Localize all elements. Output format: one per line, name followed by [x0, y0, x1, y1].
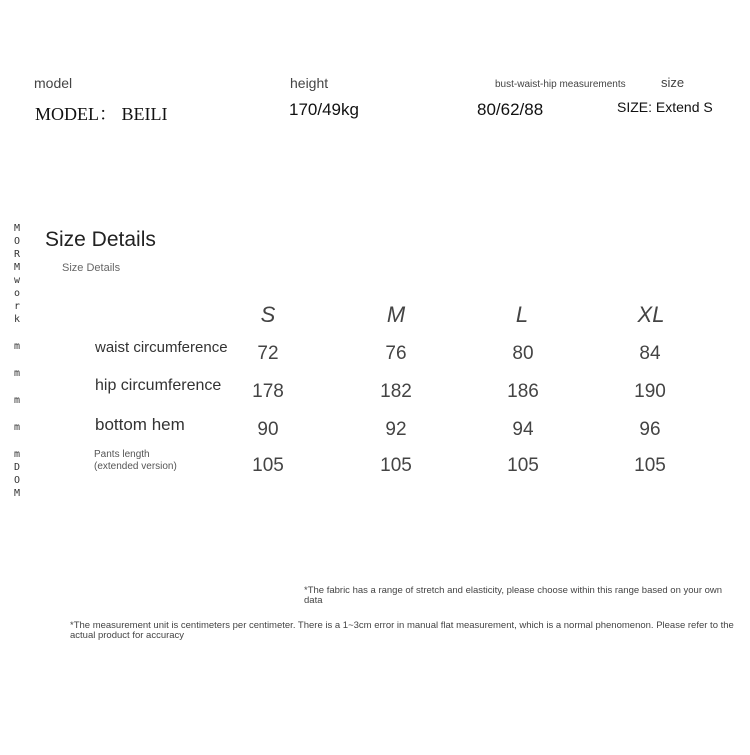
measurement-note: *The measurement unit is centimeters per centimeter. There is a 1~3cm error in manual flat measurement, which is a normal phenomenon. Please refer to the actual product for accuracy: [70, 620, 734, 641]
size-header-l: L: [515, 302, 529, 327]
cell-waist-s: 72: [257, 343, 279, 364]
cell-hem-s: 90: [257, 419, 279, 440]
row-label-hip: hip circumference: [95, 377, 222, 394]
height-label: height: [290, 75, 329, 91]
row-label-pants-length-line2: (extended version): [94, 461, 177, 472]
size-details-subtitle: Size Details: [62, 262, 121, 274]
size-value: SIZE: Extend S: [617, 99, 713, 115]
measurements-value: 80/62/88: [477, 100, 544, 119]
size-header-xl: XL: [637, 302, 665, 327]
measurements-label: bust-waist-hip measurements: [495, 79, 626, 90]
stretch-note: *The fabric has a range of stretch and elasticity, please choose within this range based on your own data: [304, 585, 723, 606]
size-label: size: [661, 75, 685, 90]
cell-pants-s: 105: [252, 455, 284, 476]
model-name: MODEL： BEILI: [35, 104, 168, 124]
cell-waist-l: 80: [512, 343, 534, 364]
cell-hip-s: 178: [252, 381, 284, 402]
size-header-m: M: [386, 302, 406, 327]
cell-hem-m: 92: [385, 419, 407, 440]
row-label-pants-length-line1: Pants length: [94, 449, 150, 460]
side-vertical-text: M O R M w o r k m m m m m D O M: [13, 223, 21, 499]
cell-hip-xl: 190: [634, 381, 666, 402]
size-details-title: Size Details: [45, 228, 156, 251]
cell-hem-l: 94: [512, 419, 534, 440]
cell-hem-xl: 96: [639, 419, 661, 440]
size-header-s: S: [260, 302, 276, 327]
row-label-bottom-hem: bottom hem: [95, 415, 185, 434]
cell-waist-m: 76: [385, 343, 407, 364]
model-label: model: [34, 75, 73, 91]
cell-hip-l: 186: [507, 381, 539, 402]
row-label-pants-length: [94, 449, 214, 473]
height-weight-value: 170/49kg: [289, 100, 359, 119]
cell-pants-l: 105: [507, 455, 539, 476]
cell-hip-m: 182: [380, 381, 412, 402]
cell-pants-xl: 105: [634, 455, 666, 476]
cell-waist-xl: 84: [639, 343, 661, 364]
cell-pants-m: 105: [380, 455, 412, 476]
row-label-waist: waist circumference: [95, 339, 228, 356]
